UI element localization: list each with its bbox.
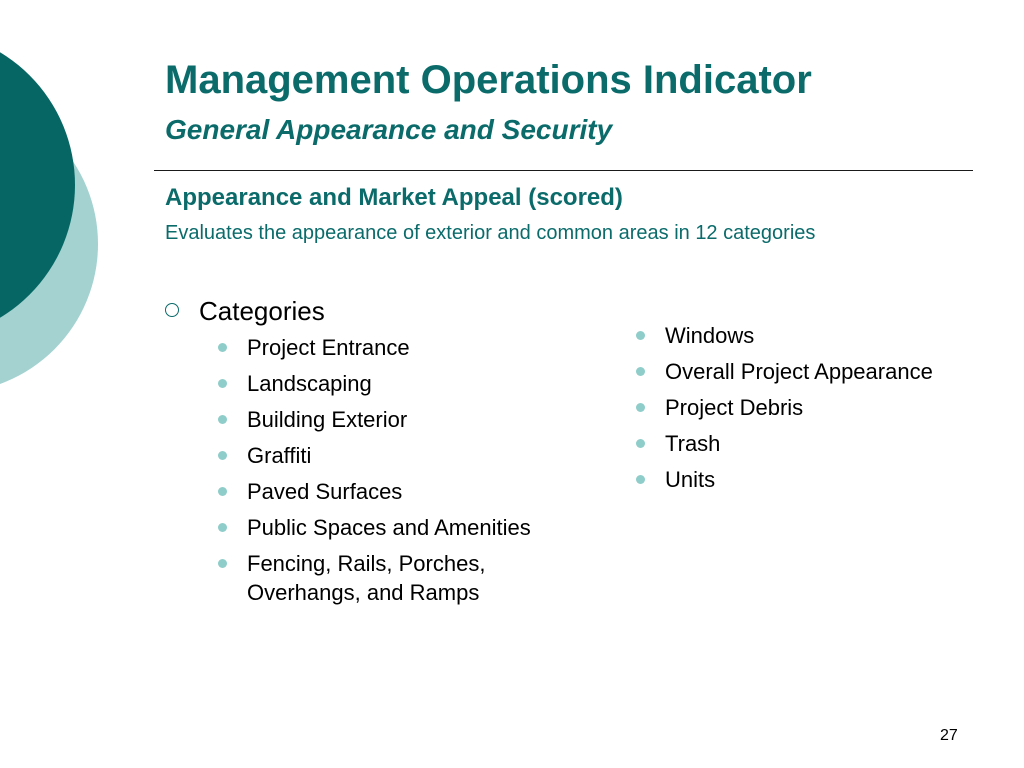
list-item-text: Windows bbox=[665, 323, 755, 348]
categories-right-list bbox=[636, 321, 936, 501]
list-item bbox=[218, 369, 558, 398]
bullet-dot-icon bbox=[218, 451, 227, 460]
list-item bbox=[218, 333, 558, 362]
list-item-text: Graffiti bbox=[247, 443, 312, 468]
list-item-text: Paved Surfaces bbox=[247, 479, 403, 504]
bullet-dot-icon bbox=[636, 439, 645, 448]
list-item-text: Project Entrance bbox=[247, 335, 410, 360]
list-item-text: Units bbox=[665, 467, 716, 492]
slide-subtitle: General Appearance and Security bbox=[165, 114, 613, 145]
hollow-circle-bullet-icon bbox=[165, 303, 179, 317]
page-number: 27 bbox=[940, 727, 958, 744]
list-item bbox=[218, 405, 558, 434]
list-item bbox=[218, 513, 558, 542]
list-item bbox=[218, 477, 558, 506]
list-item-text: Project Debris bbox=[665, 395, 804, 420]
bullet-dot-icon bbox=[218, 343, 227, 352]
list-item-text: Public Spaces and Amenities bbox=[247, 515, 531, 540]
bullet-dot-icon bbox=[636, 403, 645, 412]
list-item-text: Trash bbox=[665, 431, 721, 456]
list-item-text: Landscaping bbox=[247, 371, 372, 396]
slide-title: Management Operations Indicator bbox=[165, 58, 812, 102]
list-item bbox=[636, 465, 936, 494]
bullet-dot-icon bbox=[636, 331, 645, 340]
bullet-dot-icon bbox=[218, 487, 227, 496]
bullet-dot-icon bbox=[636, 475, 645, 484]
bullet-dot-icon bbox=[218, 415, 227, 424]
categories-label: Categories bbox=[199, 296, 325, 326]
section-description: Evaluates the appearance of exterior and common areas in 12 categories bbox=[165, 222, 816, 244]
categories-item bbox=[165, 296, 325, 327]
bullet-dot-icon bbox=[218, 379, 227, 388]
section-heading: Appearance and Market Appeal (scored) bbox=[165, 184, 623, 211]
list-item-text: Fencing, Rails, Porches, Overhangs, and Ramps bbox=[247, 551, 486, 605]
bullet-dot-icon bbox=[218, 523, 227, 532]
list-item bbox=[218, 441, 558, 470]
list-item bbox=[636, 321, 936, 350]
list-item bbox=[636, 357, 936, 386]
list-item bbox=[636, 393, 936, 422]
list-item bbox=[218, 549, 558, 607]
list-item bbox=[636, 429, 936, 458]
list-item-text: Overall Project Appearance bbox=[665, 359, 933, 384]
categories-left-list bbox=[218, 333, 558, 614]
bullet-dot-icon bbox=[218, 559, 227, 568]
title-divider bbox=[154, 170, 973, 171]
bullet-dot-icon bbox=[636, 367, 645, 376]
list-item-text: Building Exterior bbox=[247, 407, 408, 432]
